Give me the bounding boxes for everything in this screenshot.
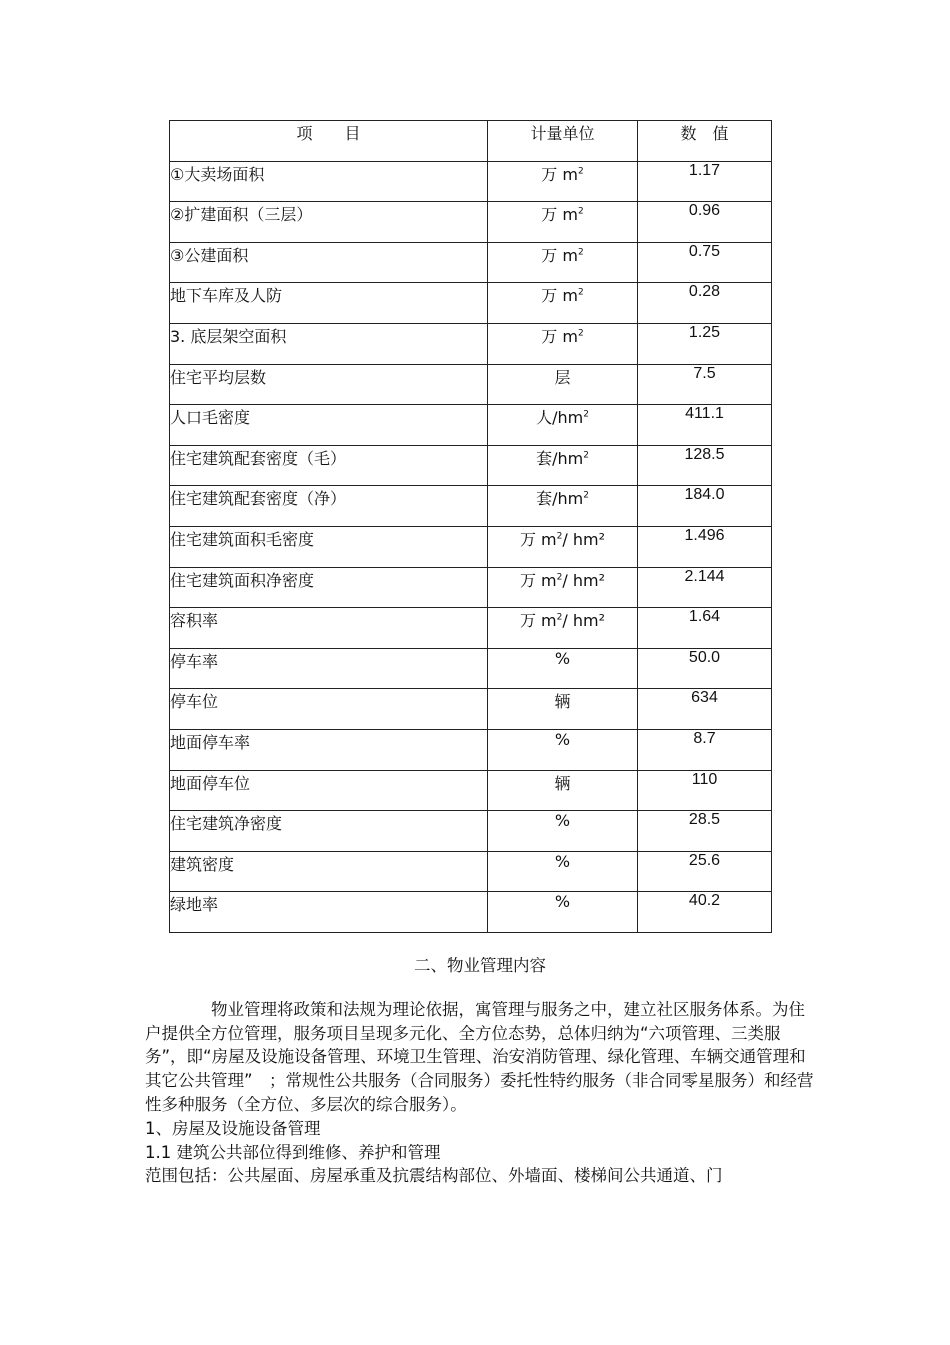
section-title: 二、物业管理内容 bbox=[414, 956, 546, 975]
unit-tail: / hm² bbox=[562, 611, 606, 631]
row-unit bbox=[488, 770, 638, 811]
unit-superscript: 2 bbox=[577, 166, 584, 177]
document-body bbox=[145, 954, 815, 1188]
heading-1-1: 1.1 建筑公共部位得到维修、养护和管理 bbox=[145, 1142, 441, 1162]
row-unit bbox=[488, 242, 638, 283]
row-item: 停车位 bbox=[170, 689, 488, 730]
unit-text: % bbox=[554, 811, 571, 831]
row-unit bbox=[488, 729, 638, 770]
unit-text: 层 bbox=[554, 367, 571, 387]
row-unit bbox=[488, 526, 638, 567]
row-unit bbox=[488, 202, 638, 243]
row-item: 绿地率 bbox=[170, 892, 488, 933]
indicator-table bbox=[169, 120, 772, 933]
unit-superscript: 2 bbox=[577, 328, 584, 339]
unit-text: 套/hm bbox=[536, 489, 584, 509]
unit-text: % bbox=[554, 729, 571, 749]
table-row bbox=[170, 445, 772, 486]
row-unit bbox=[488, 323, 638, 364]
table-row bbox=[170, 892, 772, 933]
row-item: ③公建面积 bbox=[170, 242, 488, 283]
row-value: 1.64 bbox=[638, 608, 772, 649]
table-row bbox=[170, 364, 772, 405]
row-unit bbox=[488, 364, 638, 405]
table-body bbox=[170, 161, 772, 932]
row-value: 634 bbox=[638, 689, 772, 730]
table-row bbox=[170, 161, 772, 202]
row-item: ①大卖场面积 bbox=[170, 161, 488, 202]
row-item: 容积率 bbox=[170, 608, 488, 649]
row-value: 1.25 bbox=[638, 323, 772, 364]
row-unit bbox=[488, 445, 638, 486]
table-row bbox=[170, 648, 772, 689]
row-unit bbox=[488, 283, 638, 324]
unit-superscript: 2 bbox=[583, 409, 589, 420]
row-unit bbox=[488, 608, 638, 649]
unit-superscript: 2 bbox=[577, 206, 584, 217]
unit-superscript: 2 bbox=[556, 531, 563, 542]
row-item: 住宅建筑配套密度（净） bbox=[170, 486, 488, 527]
row-value: 1.17 bbox=[638, 161, 772, 202]
row-unit bbox=[488, 892, 638, 933]
row-item: 住宅平均层数 bbox=[170, 364, 488, 405]
row-item: 住宅建筑配套密度（毛） bbox=[170, 445, 488, 486]
unit-text: 辆 bbox=[554, 773, 571, 793]
table-row bbox=[170, 689, 772, 730]
table-row bbox=[170, 770, 772, 811]
unit-text: 人/hm bbox=[536, 408, 584, 428]
row-value: 411.1 bbox=[638, 405, 772, 446]
table-row bbox=[170, 526, 772, 567]
row-item: 地面停车率 bbox=[170, 729, 488, 770]
unit-superscript: 2 bbox=[556, 612, 563, 623]
unit-superscript: 2 bbox=[583, 491, 589, 502]
row-unit bbox=[488, 689, 638, 730]
table-row bbox=[170, 567, 772, 608]
unit-superscript: 2 bbox=[556, 572, 563, 583]
row-value: 128.5 bbox=[638, 445, 772, 486]
row-unit bbox=[488, 567, 638, 608]
row-item: 地面停车位 bbox=[170, 770, 488, 811]
table-row bbox=[170, 811, 772, 852]
row-value: 40.2 bbox=[638, 892, 772, 933]
table-row bbox=[170, 729, 772, 770]
row-value: 7.5 bbox=[638, 364, 772, 405]
row-value: 2.144 bbox=[638, 567, 772, 608]
row-unit bbox=[488, 648, 638, 689]
unit-text: 套/hm bbox=[536, 448, 584, 468]
header-item: 项 目 bbox=[170, 121, 488, 162]
table-row bbox=[170, 283, 772, 324]
unit-text: 万 m bbox=[519, 611, 557, 631]
table-header-row bbox=[170, 121, 772, 162]
row-item: 住宅建筑面积净密度 bbox=[170, 567, 488, 608]
unit-text: % bbox=[554, 648, 571, 668]
table-row bbox=[170, 202, 772, 243]
table-row bbox=[170, 242, 772, 283]
unit-text: 辆 bbox=[554, 692, 571, 712]
row-value: 25.6 bbox=[638, 851, 772, 892]
header-unit: 计量单位 bbox=[488, 121, 638, 162]
unit-text: 万 m bbox=[541, 245, 578, 265]
row-value: 0.75 bbox=[638, 242, 772, 283]
row-item: 人口毛密度 bbox=[170, 405, 488, 446]
row-unit bbox=[488, 486, 638, 527]
row-value: 1.496 bbox=[638, 526, 772, 567]
table-row bbox=[170, 608, 772, 649]
unit-text: 万 m bbox=[519, 570, 557, 590]
heading-1: 1、房屋及设施设备管理 bbox=[145, 1118, 321, 1138]
row-value: 28.5 bbox=[638, 811, 772, 852]
row-unit bbox=[488, 811, 638, 852]
row-unit bbox=[488, 851, 638, 892]
unit-text: 万 m bbox=[541, 326, 578, 346]
row-value: 8.7 bbox=[638, 729, 772, 770]
row-item: 住宅建筑面积毛密度 bbox=[170, 526, 488, 567]
table-row bbox=[170, 486, 772, 527]
unit-text: % bbox=[554, 851, 571, 871]
row-item: 停车率 bbox=[170, 648, 488, 689]
unit-text: 万 m bbox=[519, 529, 557, 549]
row-item: 地下车库及人防 bbox=[170, 283, 488, 324]
row-value: 110 bbox=[638, 770, 772, 811]
table-row bbox=[170, 323, 772, 364]
unit-text: 万 m bbox=[541, 205, 578, 225]
body-paragraph: 物业管理将政策和法规为理论依据，寓管理与服务之中，建立社区服务体系。为住户提供全方位管理，服务项目呈现多元化、全方位态势，总体归纳为“六项管理、三类服务”，即“房屋及设施设备管理、环境卫生管理、治安消防管理、绿化管理、车辆交通管理和其它公共管理” ；常规性公共服务（合同服务）委托性特约服务（非合同零星服务）和经营性多种服务（全方位、多层次的综合服务）。 bbox=[145, 999, 814, 1114]
unit-superscript: 2 bbox=[577, 288, 584, 299]
row-item: 3. 底层架空面积 bbox=[170, 323, 488, 364]
row-value: 0.96 bbox=[638, 202, 772, 243]
unit-superscript: 2 bbox=[583, 450, 589, 461]
row-item: ②扩建面积（三层） bbox=[170, 202, 488, 243]
row-unit bbox=[488, 405, 638, 446]
row-value: 184.0 bbox=[638, 486, 772, 527]
unit-text: % bbox=[554, 892, 571, 912]
row-value: 0.28 bbox=[638, 283, 772, 324]
unit-tail: / hm² bbox=[562, 529, 606, 549]
table-row bbox=[170, 851, 772, 892]
row-item: 住宅建筑净密度 bbox=[170, 811, 488, 852]
unit-superscript: 2 bbox=[577, 247, 584, 258]
header-value: 数 值 bbox=[638, 121, 772, 162]
table-row bbox=[170, 405, 772, 446]
row-item: 建筑密度 bbox=[170, 851, 488, 892]
unit-tail: / hm² bbox=[562, 570, 606, 590]
scope-line: 范围包括：公共屋面、房屋承重及抗震结构部位、外墙面、楼梯间公共通道、门 bbox=[145, 1166, 723, 1186]
row-unit bbox=[488, 161, 638, 202]
unit-text: 万 m bbox=[541, 164, 578, 184]
row-value: 50.0 bbox=[638, 648, 772, 689]
unit-text: 万 m bbox=[541, 286, 578, 306]
